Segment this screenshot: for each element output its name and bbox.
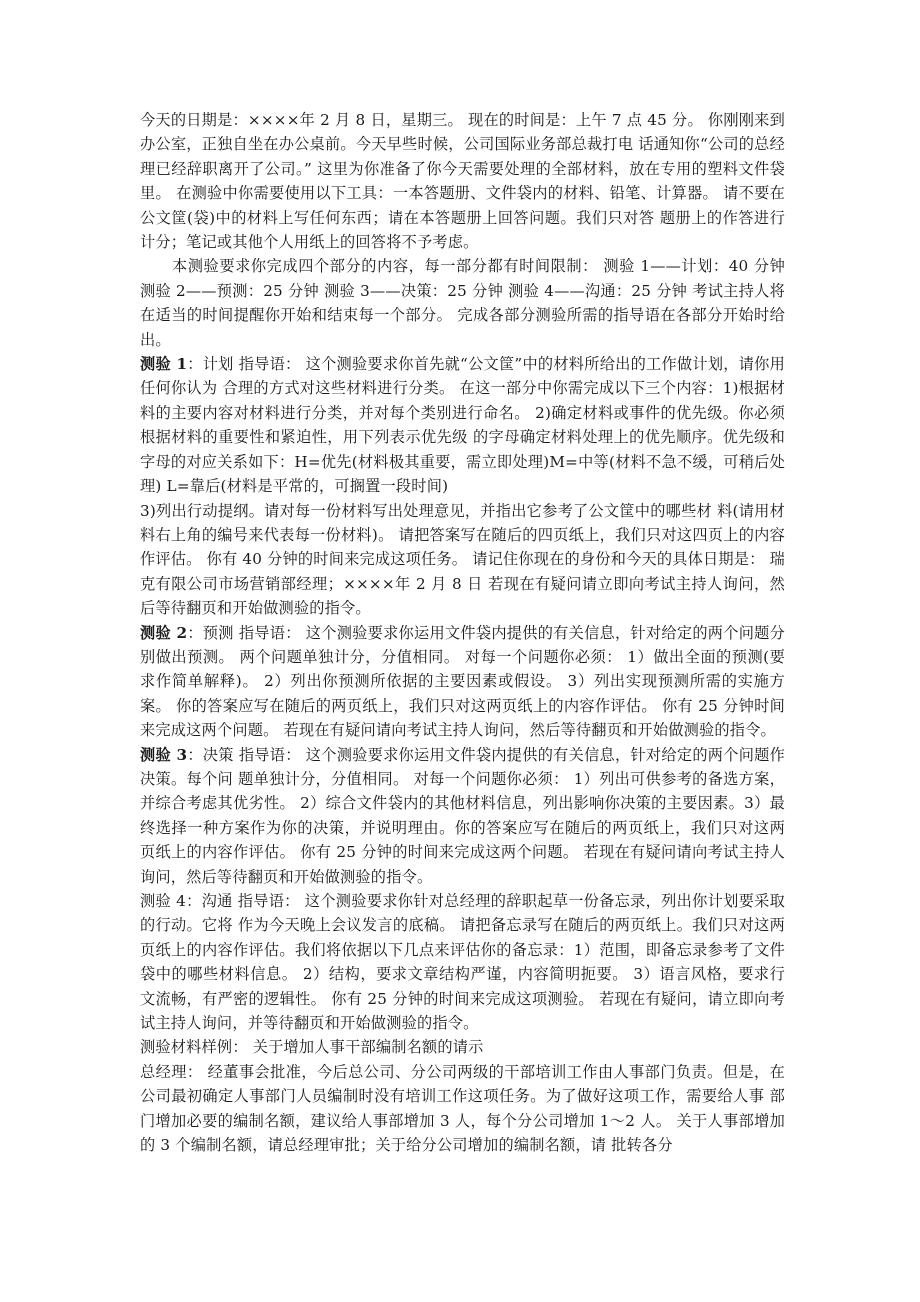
- test4-paragraph: 测验 4：沟通 指导语： 这个测验要求你针对总经理的辞职起草一份备忘录，列出你计划要采取的行动。它将 作为今天晚上会议发言的底稿。 请把备忘录写在随后的两页纸上。我们只对这两页纸上的内容作评估。我们将依据以下几点来评估你的备忘录：1）范围，即备忘录参考了文件袋中的哪些材料信息。 2）结构，要求文章结构严谨，内容简明扼要。 3）语言风格，要求行文流畅，有严密的逻辑性。 你有 25 分钟的时间来完成这项测验。 若现在有疑问，请立即向考试主持人询问，并等待翻页和开始做测验的指令。: [140, 892, 785, 1033]
- sample-title: 测验材料样例： 关于增加人事干部编制名额的请示: [140, 1038, 484, 1057]
- test2-heading: 测验 2: [140, 623, 188, 642]
- test1-heading: 测验 1: [140, 355, 188, 374]
- test2-text: ：预测 指导语： 这个测验要求你运用文件袋内提供的有关信息，针对给定的两个问题分别做出预测。 两个问题单独计分，分值相同。 对每一个问题你必须： 1）做出全面的预测(要求作简单解释)。 2）列出你预测所依据的主要因素或假设。 3）列出实现预测所需的实施方案。 你的答案应写在随后的两页纸上，我们只对这两页纸上的内容作评估。 你有 25 分钟时间来完成这两个问题。 若现在有疑问请向考试主持人询问，然后等待翻页和开始做测验的指令。: [140, 623, 786, 740]
- sample-body: 总经理： 经董事会批准，今后总公司、分公司两级的干部培训工作由人事部门负责。但是，在 公司最初确定人事部门人员编制时没有培训工作这项任务。为了做好这项工作，需要给人事 部门增加必要的编制名额，建议给人事部增加 3 人，每个分公司增加 1～2 人。 关于人事部增加的 3 个编制名额，请总经理审批；关于给分公司增加的编制名额，请 批转各分: [140, 1062, 785, 1155]
- test1-item3-paragraph: 3)列出行动提纲。请对每一份材料写出处理意见，并指出它参考了公文筐中的哪些材 料(请用材料右上角的编号来代表每一份材料)。 请把答案写在随后的四页纸上，我们只对这四页上的内容作评估。 你有 40 分钟的时间来完成这项任务。 请记住你现在的身份和今天的具体日期是： 瑞克有限公司市场营销部经理；××××年 2 月 8 日 若现在有疑问请立即向考试主持人询问，然后等待翻页和开始做测验的指令。: [140, 501, 785, 618]
- test3-heading: 测验 3: [140, 745, 188, 764]
- test2-paragraph: [140, 621, 785, 743]
- test1-text: ：计划 指导语： 这个测验要求你首先就“公文筐”中的材料所给出的工作做计划，请你用任何你认为 合理的方式对这些材料进行分类。 在这一部分中你需完成以下三个内容：1)根据材料的主要内容对材料进行分类，并对每个类别进行命名。 2)确定材料或事件的优先级。你必须根据材料的重要性和紧迫性，用下列表示优先级 的字母确定材料处理上的优先顺序。优先级和字母的对应关系如下：H=优先(材料极其重要，需立即处理)M=中等(材料不急不缓，可稍后处理) L=靠后(材料是平常的，可搁置一段时间): [140, 355, 786, 496]
- test1-paragraph: [140, 352, 785, 498]
- test3-text: ：决策 指导语： 这个测验要求你运用文件袋内提供的有关信息，针对给定的两个问题作决策。每个问 题单独计分，分值相同。 对每一个问题你必须： 1）列出可供参考的备选方案，并综合考虑其优劣性。 2）综合文件袋内的其他材料信息，列出影响你决策的主要因素。3）最终选择一种方案作为你的决策，并说明理由。你的答案应写在随后的两页纸上，我们只对这两页纸上的内容作评估。 你有 25 分钟的时间来完成这两个问题。 若现在有疑问请向考试主持人询问，然后等待翻页和开始做测验的指令。: [140, 745, 786, 886]
- document-page: [140, 108, 785, 1157]
- overview-paragraph: 本测验要求你完成四个部分的内容，每一部分都有时间限制： 测验 1——计划：40 分钟 测验 2——预测：25 分钟 测验 3——决策：25 分钟 测验 4——沟通：25 分钟 考试主持人将在适当的时间提醒你开始和结束每一个部分。 完成各部分测验所需的指导语在各部分开始时给出。: [140, 257, 785, 349]
- intro-paragraph: 今天的日期是：××××年 2 月 8 日，星期三。 现在的时间是：上午 7 点 45 分。 你刚刚来到办公室，正独自坐在办公桌前。今天早些时候，公司国际业务部总裁打电 话通知你“公司的总经理已经辞职离开了公司。” 这里为你准备了你今天需要处理的全部材料，放在专用的塑料文件袋里。 在测验中你需要使用以下工具：一本答题册、文件袋内的材料、铅笔、计算器。 请不要在公文筐(袋)中的材料上写任何东西；请在本答题册上回答问题。我们只对答 题册上的作答进行计分；笔记或其他个人用纸上的回答将不予考虑。: [140, 111, 785, 252]
- test3-paragraph: [140, 743, 785, 889]
